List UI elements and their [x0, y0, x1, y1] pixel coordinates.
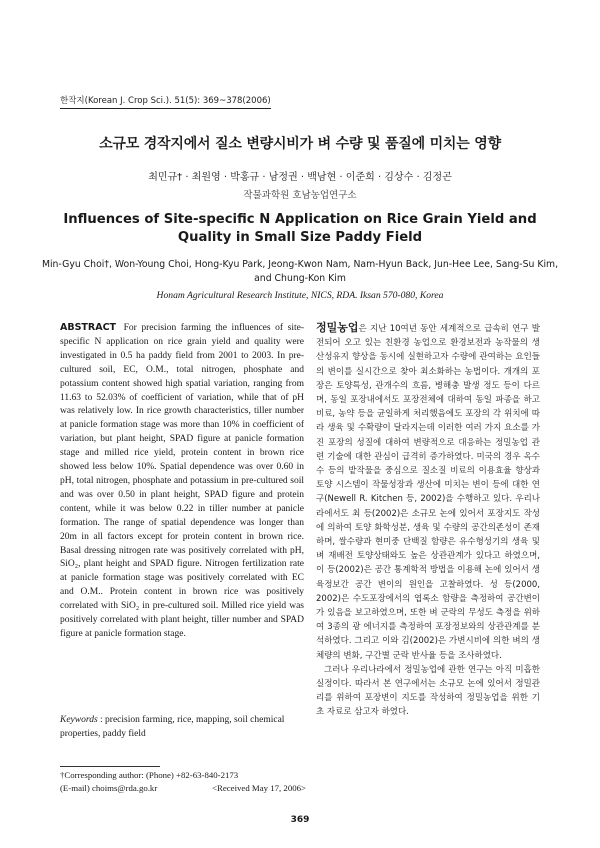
abstract-heading: ABSTRACT	[60, 322, 117, 333]
page-number: 369	[290, 815, 310, 825]
keywords-text: : precision farming, rice, mapping, soil chemical properties, paddy field	[60, 715, 285, 739]
korean-authors: 최민규† · 최원영 · 박홍규 · 남정권 · 백남현 · 이준희 · 김상수 · 김정곤	[148, 172, 452, 183]
journal-reference: 한작지(Korean J. Crop Sci.). 51(5): 369~378(2006)	[60, 94, 271, 109]
footnote-received: <Received May 17, 2006>	[212, 783, 306, 793]
body-paragraph-1	[316, 321, 540, 663]
english-title: Influences of Site-specific N Application on Rice Grain Yield and Quality in Small Size Paddy Field	[63, 212, 537, 245]
body-paragraph-1-text: 은 지난 10여년 동안 세계적으로 급속히 연구 발전되어 오고 있는 친환경 농업으로 환경보전과 농작물의 생산성유지 향상을 동시에 실현하고자 수량에 관여하는 요인들의 변이를 실시간으로 찾아 최소화하는 농법이다. 개개의 포장은 토양특성, 관개수의 흐름, 병해충 발생 정도 등이 다르며, 동일 포장내에서도 포장전체에 대하여 동일 파종을 하고 비료, 농약 등을 균일하게 처리했음에도 포장의 각 위치에 따라 생육 및 수확량이 달라지는데 이러한 여러 가지 요소를 가진 포장의 성질에 대하여 변량적으로 대응하는 정밀농업 관련 기술에 대한 관심이 급격히 증가하였다. 미국의 경우 옥수수 등의 밭작물을 중심으로 질소질 비료의 이용효율 향상과 토양 시스템이 작물성장과 생산에 미치는 변이 등에 대한 연구(Newell R. Kitchen 등, 2002)을 수행하고 있다. 우리나라에서도 최 등(2002)은 소규모 논에 있어서 포장지도 작성에 의하여 토양 화학성분, 생육 및 수량의 공간의존성이 존재하며, 쌀수량과 현미중 단백질 함량은 유수형성기의 생육 및 벼 재배전 토양상태와도 높은 상관관계가 있다고 하였으며, 이 등(2002)은 공간 통계학적 방법을 이용해 논에 있어서 생육정보간 공간 변이의 원인을 고찰하였다. 성 등(2000, 2002)은 수도포장에서의 엽록소 함량을 측정하여 공간변이가 있음을 보고하였으며, 또한 벼 군락의 무성도 측정을 위하여 3종의 광 에너지를 측정하여 포장정보와의 상관관계를 분석하였다. 그리고 이와 김(2002)은 가변시비에 의한 벼의 생체량의 변화, 구간별 군락 반사율 등을 조사하였다.	[316, 324, 540, 661]
body-column	[316, 321, 540, 720]
english-authors: Min-Gyu Choi†, Won-Young Choi, Hong-Kyu Park, Jeong-Kwon Nam, Nam-Hyun Back, Jun-Hee Lee, Sang-Su Kim, and Chung-Kon Kim	[41, 259, 559, 284]
english-affiliation: Honam Agricultural Research Institute, NICS, RDA. Iksan 570-080, Korea	[156, 290, 444, 301]
korean-affiliation: 작물과학원 호남농업연구소	[243, 190, 357, 201]
body-paragraph-2: 그러나 우리나라에서 정밀농업에 관한 연구는 아직 미흡한 실정이다. 따라서 본 연구에서는 소규모 논에 있어서 정밀관리를 위하여 포장변이 지도를 작성하여 정밀농업을 위한 기초 자료로 삼고자 하였다.	[316, 664, 540, 718]
keywords	[60, 713, 304, 741]
footnote	[60, 769, 306, 795]
korean-title: 소규모 경작지에서 질소 변량시비가 벼 수량 및 품질에 미치는 영향	[99, 136, 501, 152]
body-lead: 정밀농업	[316, 321, 359, 334]
abstract	[60, 321, 304, 642]
keywords-heading: Keywords	[60, 715, 98, 725]
footnote-corresponding: †Corresponding author: (Phone) +82-63-840-2173	[60, 770, 239, 780]
footnote-divider	[60, 766, 160, 767]
footnote-email: (E-mail) choims@rda.go.kr	[60, 783, 158, 793]
abstract-text: For precision farming the influences of site-specific N application on rice grain yield and quality were investigated in 0.5 ha paddy field from 2001 to 2003. In pre-cultured soil, EC, O.M., total nitrogen, phosphate and potassium content showed high spatial variation, ranging from 11.63 to 52.03% of coefficient of variation, while that of pH was relatively low. In rice growth characteristics, tiller number at panicle formation stage was more than 10% in coefficient of variation, but plant height, SPAD figure at panicle formation stage and milled rice yield, protein content in brown rice showed less below 10%. Spatial dependence was over 0.60 in pH, total nitrogen, phosphate and potassium in pre-cultured soil and was over 0.50 in plant height, SPAD figure and protein content, while it was below 0.22 in tiller number at panicle formation. The range of spatial dependence was longer than 20m in all factors except for protein content in brown rice. Basal dressing nitrogen rate was positively correlated with pH, SiO₂, plant height and SPAD figure. Nitrogen fertilization rate at panicle formation stage was positively correlated with EC and O.M.. Protein content in brown rice was positively correlated with SiO₂ in pre-cultured soil. Milled rice yield was positively correlated with plant height, tiller number and SPAD figure at panicle formation stage.	[60, 323, 304, 639]
